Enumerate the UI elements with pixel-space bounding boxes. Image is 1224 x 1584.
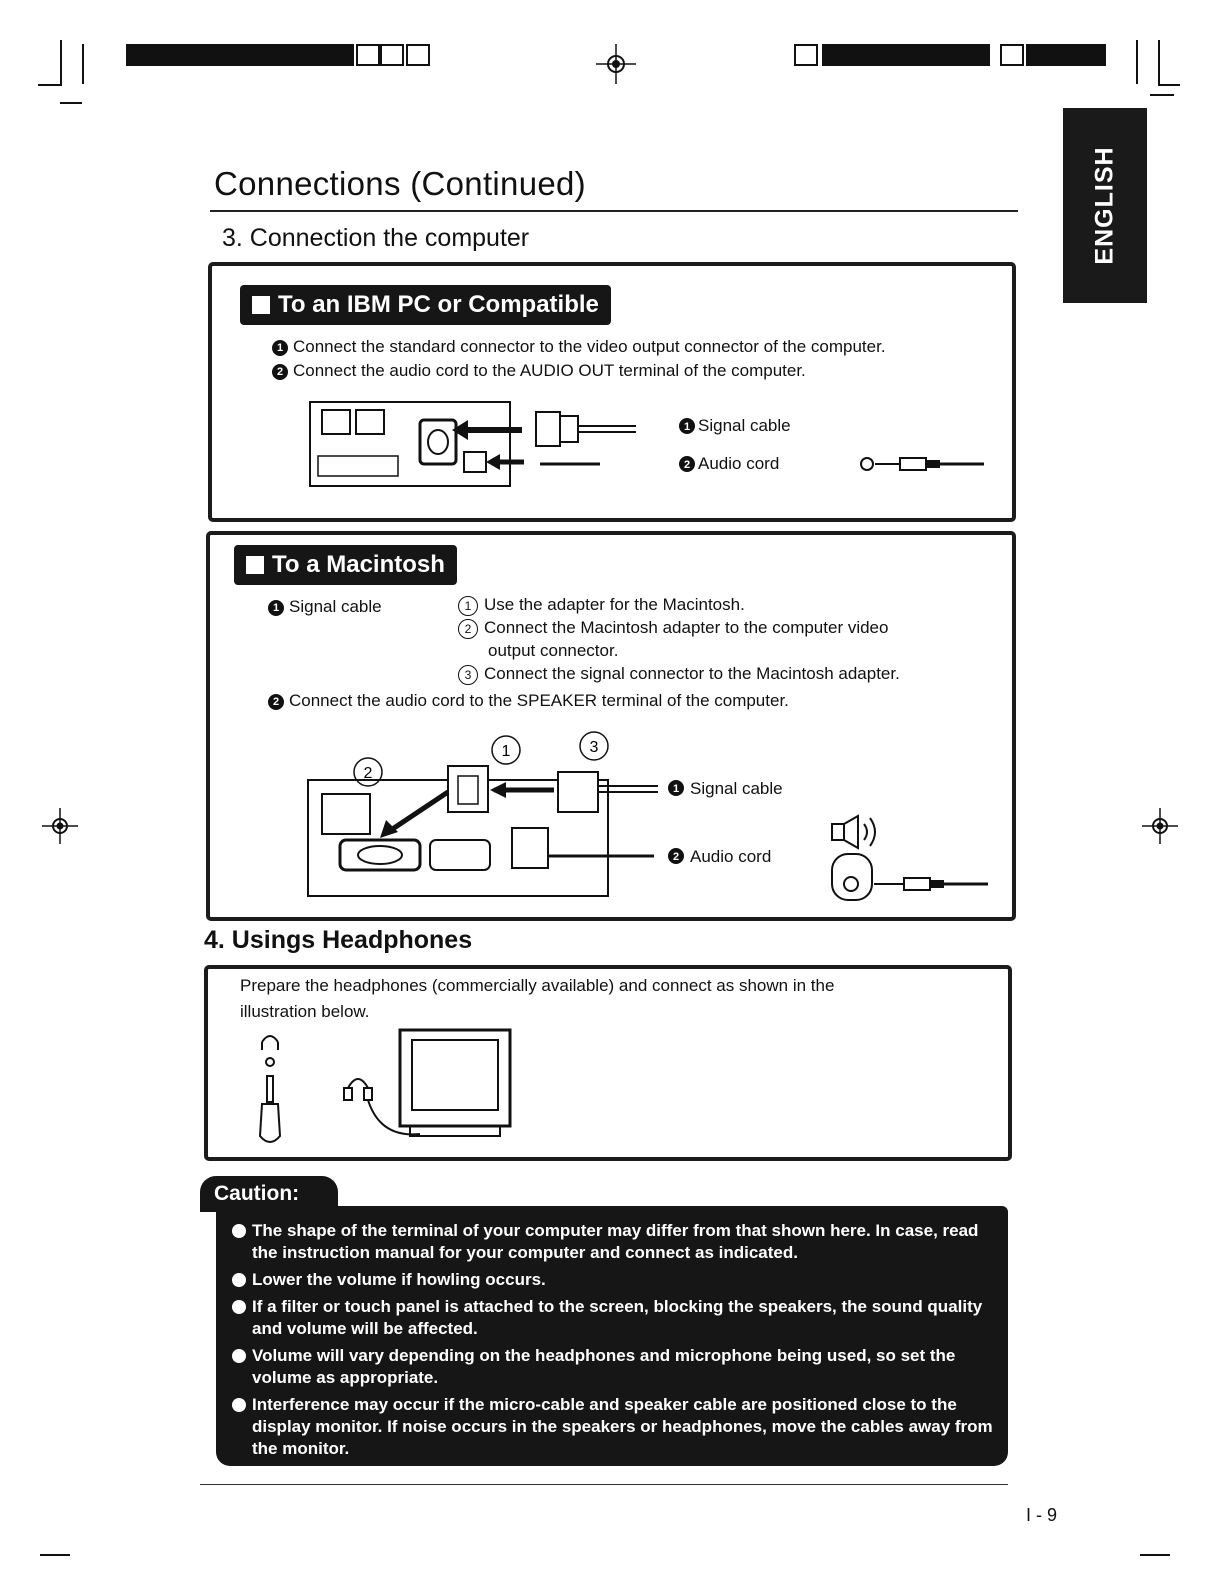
headphones-illustration <box>240 1020 540 1150</box>
crop-mark <box>38 84 62 86</box>
macintosh-heading-text: To a Macintosh <box>272 551 445 578</box>
ibm-signal-cable-label: Signal cable <box>698 416 791 435</box>
crop-mark <box>60 40 62 84</box>
crop-mark <box>1158 84 1180 86</box>
mac-substep-1-text: Use the adapter for the Macintosh. <box>484 595 745 614</box>
caution-item: Volume will vary depending on the headphones and microphone being used, so set the volume as appropriate. <box>232 1345 994 1389</box>
svg-text:1: 1 <box>672 783 680 795</box>
svg-text:1: 1 <box>501 743 511 760</box>
svg-text:3: 3 <box>589 739 599 756</box>
print-registration-box <box>794 44 818 66</box>
ibm-connection-illustration <box>300 396 990 506</box>
crop-mark <box>40 1554 70 1556</box>
mac-signal-step <box>268 597 382 617</box>
ibm-step-2 <box>272 361 806 381</box>
step-number-1-icon: 1 <box>268 600 284 616</box>
mac-substep-3-text: Connect the signal connector to the Macintosh adapter. <box>484 664 900 683</box>
mac-substep-2 <box>458 618 888 639</box>
mac-substep-3 <box>458 664 900 685</box>
page-title: Connections (Continued) <box>214 165 586 202</box>
svg-text:2: 2 <box>363 765 373 782</box>
mac-audio-step <box>268 691 789 711</box>
ibm-pc-heading-text: To an IBM PC or Compatible <box>278 291 599 318</box>
print-registration-box <box>356 44 380 66</box>
print-registration-bar <box>822 44 990 66</box>
mac-substep-1 <box>458 595 745 616</box>
headphones-text-line-2: illustration below. <box>240 1002 370 1021</box>
crop-mark <box>1158 40 1160 84</box>
registration-crosshair-icon <box>42 808 78 844</box>
page-number: I - 9 <box>1026 1505 1058 1525</box>
language-tab-label: ENGLISH <box>1090 146 1119 265</box>
registration-crosshair-icon <box>1142 808 1178 844</box>
section-4-title: 4. Usings Headphones <box>204 926 473 954</box>
print-registration-box <box>380 44 404 66</box>
caution-item: Interference may occur if the micro-cable and speaker cable are positioned close to the display monitor. If noise occurs in the speakers or headphones, move the cables away from the monitor. <box>232 1394 994 1460</box>
crop-mark <box>60 102 82 104</box>
ibm-step-1-text: Connect the standard connector to the video output connector of the computer. <box>293 337 886 356</box>
caution-list <box>216 1206 1008 1460</box>
mac-substep-2-text: Connect the Macintosh adapter to the computer video <box>484 618 889 637</box>
mac-signal-cable-label: Signal cable <box>690 779 783 798</box>
caution-item: If a filter or touch panel is attached to the screen, blocking the speakers, the sound quality and volume will be affected. <box>232 1296 994 1340</box>
language-tab <box>1063 108 1147 303</box>
macintosh-heading <box>234 545 457 585</box>
mac-signal-step-label: Signal cable <box>289 597 382 616</box>
footer-divider <box>200 1484 1008 1485</box>
circled-number-1-icon: 1 <box>458 596 478 616</box>
caution-item: The shape of the terminal of your computer may differ from that shown here. In case, read the instruction manual for your computer and connect as indicated. <box>232 1220 994 1264</box>
section-3-title: 3. Connection the computer <box>222 224 530 252</box>
mac-substep-2-continued: output connector. <box>488 641 619 660</box>
print-registration-box <box>406 44 430 66</box>
ibm-step-1 <box>272 337 886 357</box>
ibm-pc-heading <box>240 285 611 325</box>
square-bullet-icon <box>246 556 264 574</box>
ibm-audio-cord-label: Audio cord <box>698 454 780 473</box>
circled-number-2-icon: 2 <box>458 619 478 639</box>
mac-audio-step-text: Connect the audio cord to the SPEAKER terminal of the computer. <box>289 691 789 710</box>
ibm-step-2-text: Connect the audio cord to the AUDIO OUT terminal of the computer. <box>293 361 806 380</box>
mac-audio-cord-label: Audio cord <box>690 847 772 866</box>
print-registration-bar <box>1026 44 1106 66</box>
svg-text:2: 2 <box>672 851 680 863</box>
print-registration-bar <box>126 44 354 66</box>
title-divider <box>210 210 1018 212</box>
crop-mark <box>1150 94 1174 96</box>
circled-number-3-icon: 3 <box>458 665 478 685</box>
registration-crosshair-icon <box>596 44 636 84</box>
step-number-2-icon: 2 <box>272 364 288 380</box>
step-number-1-icon: 1 <box>272 340 288 356</box>
svg-text:2: 2 <box>683 459 691 471</box>
square-bullet-icon <box>252 296 270 314</box>
caution-item: Lower the volume if howling occurs. <box>232 1269 994 1291</box>
print-registration-box <box>1000 44 1024 66</box>
step-number-2-icon: 2 <box>268 694 284 710</box>
crop-mark <box>82 44 84 84</box>
svg-text:1: 1 <box>683 421 691 433</box>
macintosh-connection-illustration <box>298 728 998 908</box>
caution-box <box>216 1206 1008 1466</box>
headphones-text-line-1: Prepare the headphones (commercially available) and connect as shown in the <box>240 976 835 995</box>
caution-label: Caution: <box>200 1176 338 1212</box>
crop-mark <box>1136 40 1138 84</box>
crop-mark <box>1140 1554 1170 1556</box>
